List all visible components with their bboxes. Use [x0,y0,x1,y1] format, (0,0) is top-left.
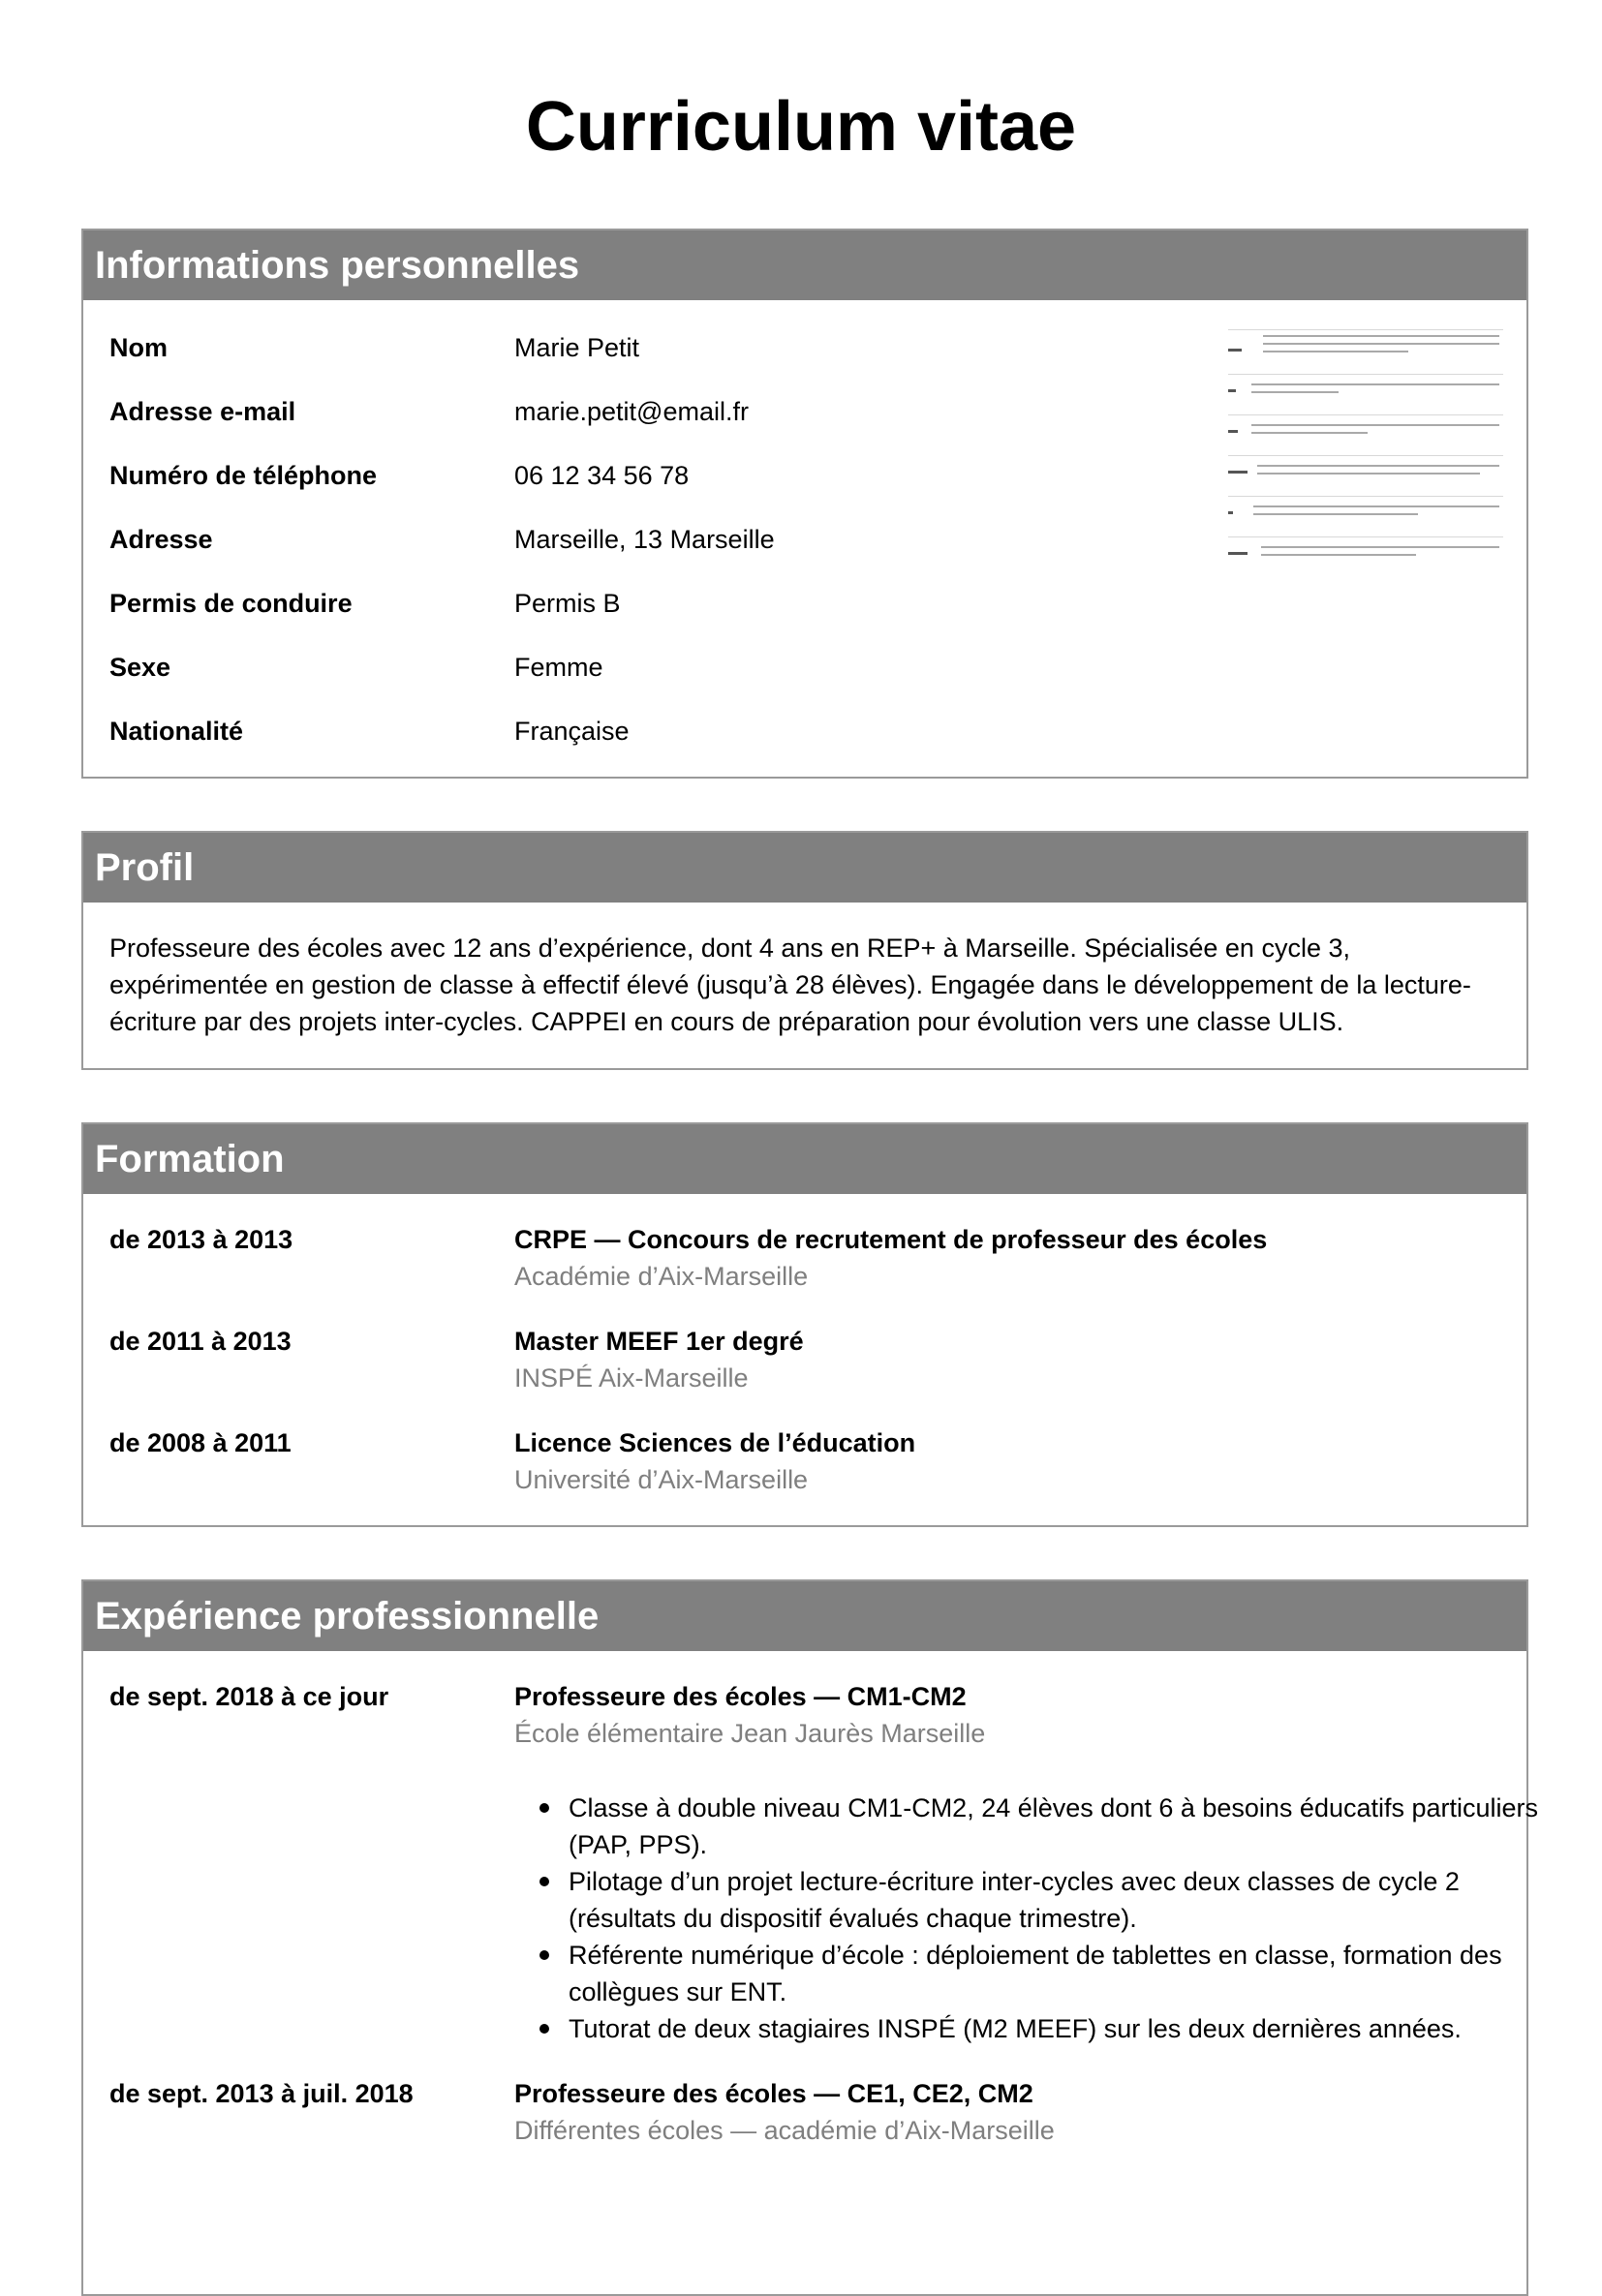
experience-bullets [514,1790,1547,2047]
section-heading: Informations personnelles [83,230,1526,300]
profile-photo [1228,329,1503,581]
education-dates: de 2011 à 2013 [109,1327,292,1356]
info-label: Adresse e-mail [109,397,296,426]
info-value: 06 12 34 56 78 [514,461,690,490]
profile-text: Professeure des écoles avec 12 ans d’expérience, dont 4 ans en REP+ à Marseille. Spécialisée en cycle 3, expérimentée en gestion de classe à effectif élevé (jusqu’à 28 élèves). Engagée dans le développement de la lecture-écriture par des projets inter-cycles. CAPPEI en cours de préparation pour évolution vers une classe ULIS. [109,934,1471,1036]
section-personal-info [81,229,1528,779]
experience-title: Professeure des écoles — CE1, CE2, CM2 [514,2079,1033,2108]
info-value: Française [514,717,630,746]
experience-dates: de sept. 2018 à ce jour [109,1682,389,1711]
list-item: Tutorat de deux stagiaires INSPÉ (M2 MEEF) sur les deux dernières années. [569,2010,1547,2047]
education-org: INSPÉ Aix-Marseille [514,1363,749,1393]
info-label: Nom [109,333,168,362]
info-value: marie.petit@email.fr [514,397,749,426]
education-title: CRPE — Concours de recrutement de professeur des écoles [514,1225,1268,1254]
section-heading: Formation [83,1124,1526,1194]
education-org: Université d’Aix-Marseille [514,1465,809,1494]
education-dates: de 2013 à 2013 [109,1225,293,1254]
education-title: Master MEEF 1er degré [514,1327,804,1356]
info-value: Femme [514,653,603,682]
info-label: Permis de conduire [109,589,353,618]
list-item: Pilotage d’un projet lecture-écriture inter-cycles avec deux classes de cycle 2 (résultats du dispositif évalués chaque trimestre). [569,1863,1547,1937]
list-item: Référente numérique d’école : déploiement de tablettes en classe, formation des collègues sur ENT. [569,1937,1547,2010]
info-label: Adresse [109,525,213,554]
info-label: Nationalité [109,717,244,746]
info-value: Marie Petit [514,333,640,362]
list-item: Classe à double niveau CM1-CM2, 24 élèves dont 6 à besoins éducatifs particuliers (PAP, PPS). [569,1790,1547,1863]
section-experience [81,1579,1539,2296]
section-heading: Expérience professionnelle [83,1581,1526,1651]
section-profile [81,831,1528,1070]
education-title: Licence Sciences de l’éducation [514,1428,916,1457]
experience-org: Différentes écoles — académie d’Aix-Marseille [514,2116,1055,2145]
education-dates: de 2008 à 2011 [109,1428,292,1457]
section-heading: Profil [83,833,1526,903]
section-education [81,1122,1528,1527]
experience-title: Professeure des écoles — CM1-CM2 [514,1682,967,1711]
info-value: Permis B [514,589,621,618]
info-label: Sexe [109,653,171,682]
page-title: Curriculum vitae [525,88,1077,166]
experience-org: École élémentaire Jean Jaurès Marseille [514,1719,986,1748]
education-org: Académie d’Aix-Marseille [514,1262,809,1291]
info-value: Marseille, 13 Marseille [514,525,775,554]
experience-dates: de sept. 2013 à juil. 2018 [109,2079,414,2108]
info-label: Numéro de téléphone [109,461,378,490]
